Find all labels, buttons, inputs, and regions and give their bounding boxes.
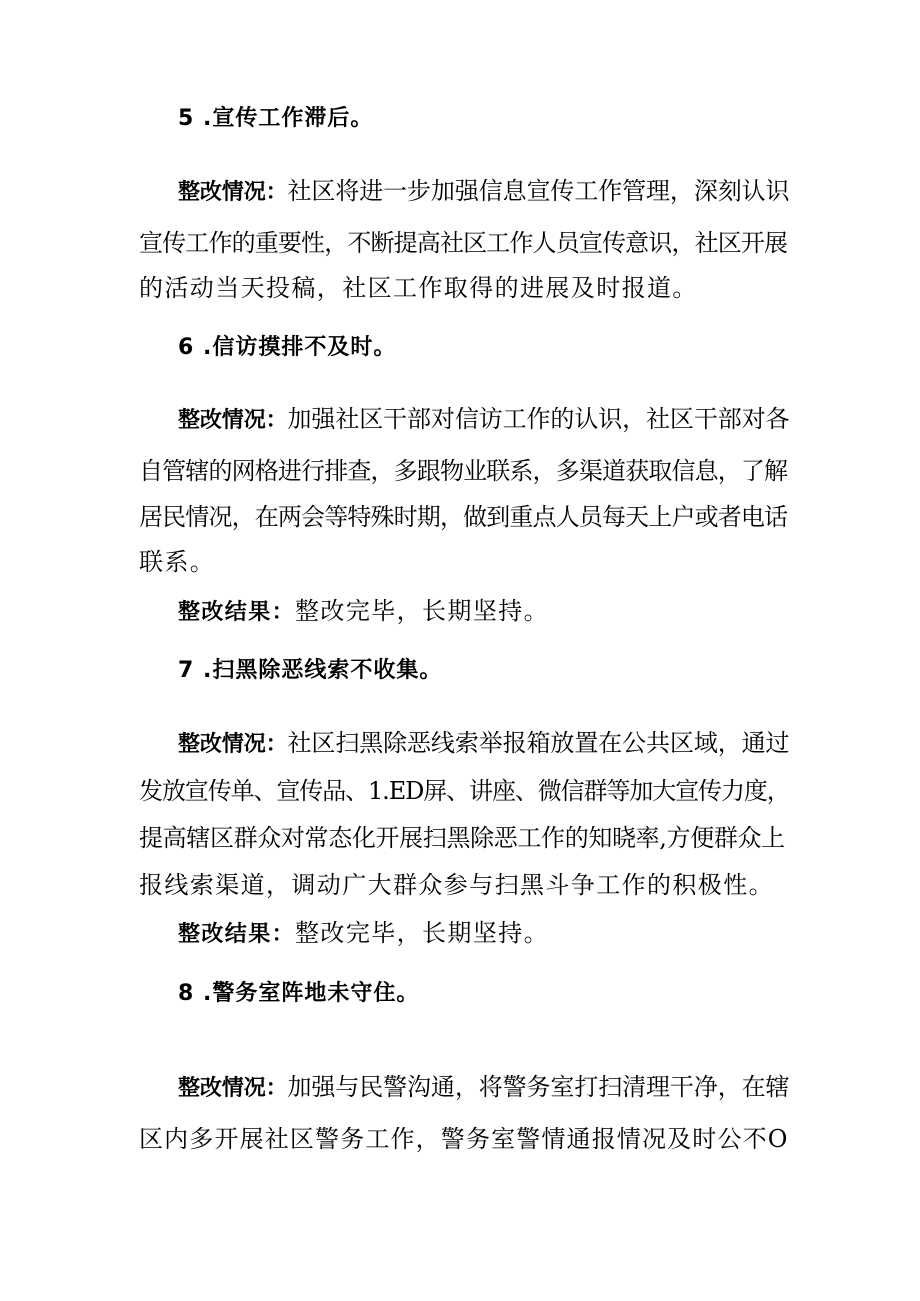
paragraph-text: 整改完毕，长期坚持。: [295, 597, 550, 625]
paragraph-line: 区内多开展社区警务工作，警务室警情通报情况及时公不O: [139, 1125, 789, 1153]
paragraph-line: 报线索渠道，调动广大群众参与扫黑斗争工作的积极性。: [139, 871, 774, 899]
paragraph-label: 整改结果：: [178, 600, 296, 625]
paragraph-label: 整改结果：: [178, 922, 296, 947]
paragraph-text: 加强与民警沟通，将警务室打扫清理干净，在辖: [287, 1073, 790, 1101]
section-heading: 8 .警务室阵地未守住。: [178, 981, 420, 1006]
paragraph-first-line: [178, 1072, 789, 1104]
paragraph-first-line: [178, 728, 789, 760]
section-heading: 7 .扫黑除恶线索不收集。: [178, 658, 443, 683]
paragraph-text: 整改完毕，长期坚持。: [295, 919, 550, 947]
paragraph-first-line: [178, 596, 549, 628]
paragraph-label: 整改情况：: [178, 1076, 288, 1101]
section-heading: 6 .信访摸排不及时。: [178, 335, 397, 360]
paragraph-text: 加强社区干部对信访工作的认识，社区干部对各: [287, 405, 790, 433]
paragraph-first-line: [178, 176, 789, 208]
paragraph-text: 社区扫黑除恶线索举报箱放置在公共区域，通过: [287, 729, 790, 757]
paragraph-label: 整改情况：: [178, 408, 288, 433]
paragraph-label: 整改情况：: [178, 732, 288, 757]
paragraph-line: 自管辖的网格进行排查，多跟物业联系，多渠道获取信息，了解: [139, 457, 788, 485]
paragraph-line: 发放宣传单、宣传品、1.ED屏、讲座、微信群等加大宣传力度，: [139, 777, 790, 805]
section-heading: 5 .宣传工作滞后。: [178, 106, 374, 131]
paragraph-text: 社区将进一步加强信息宣传工作管理，深刻认识: [287, 177, 790, 205]
paragraph-line: 居民情况，在两会等特殊时期，做到重点人员每天上户或者电话: [139, 503, 788, 531]
paragraph-line: 提高辖区群众对常态化开展扫黑除恶工作的知晓率,方便群众上: [139, 824, 785, 852]
paragraph-label: 整改情况：: [178, 180, 288, 205]
paragraph-line: 联系。: [139, 548, 216, 576]
paragraph-line: 宣传工作的重要性，不断提高社区工作人员宣传意识，社区开展: [139, 229, 788, 257]
paragraph-first-line: [178, 918, 549, 950]
paragraph-first-line: [178, 404, 789, 436]
paragraph-line: 的活动当天投稿，社区工作取得的进展及时报道。: [139, 274, 698, 302]
